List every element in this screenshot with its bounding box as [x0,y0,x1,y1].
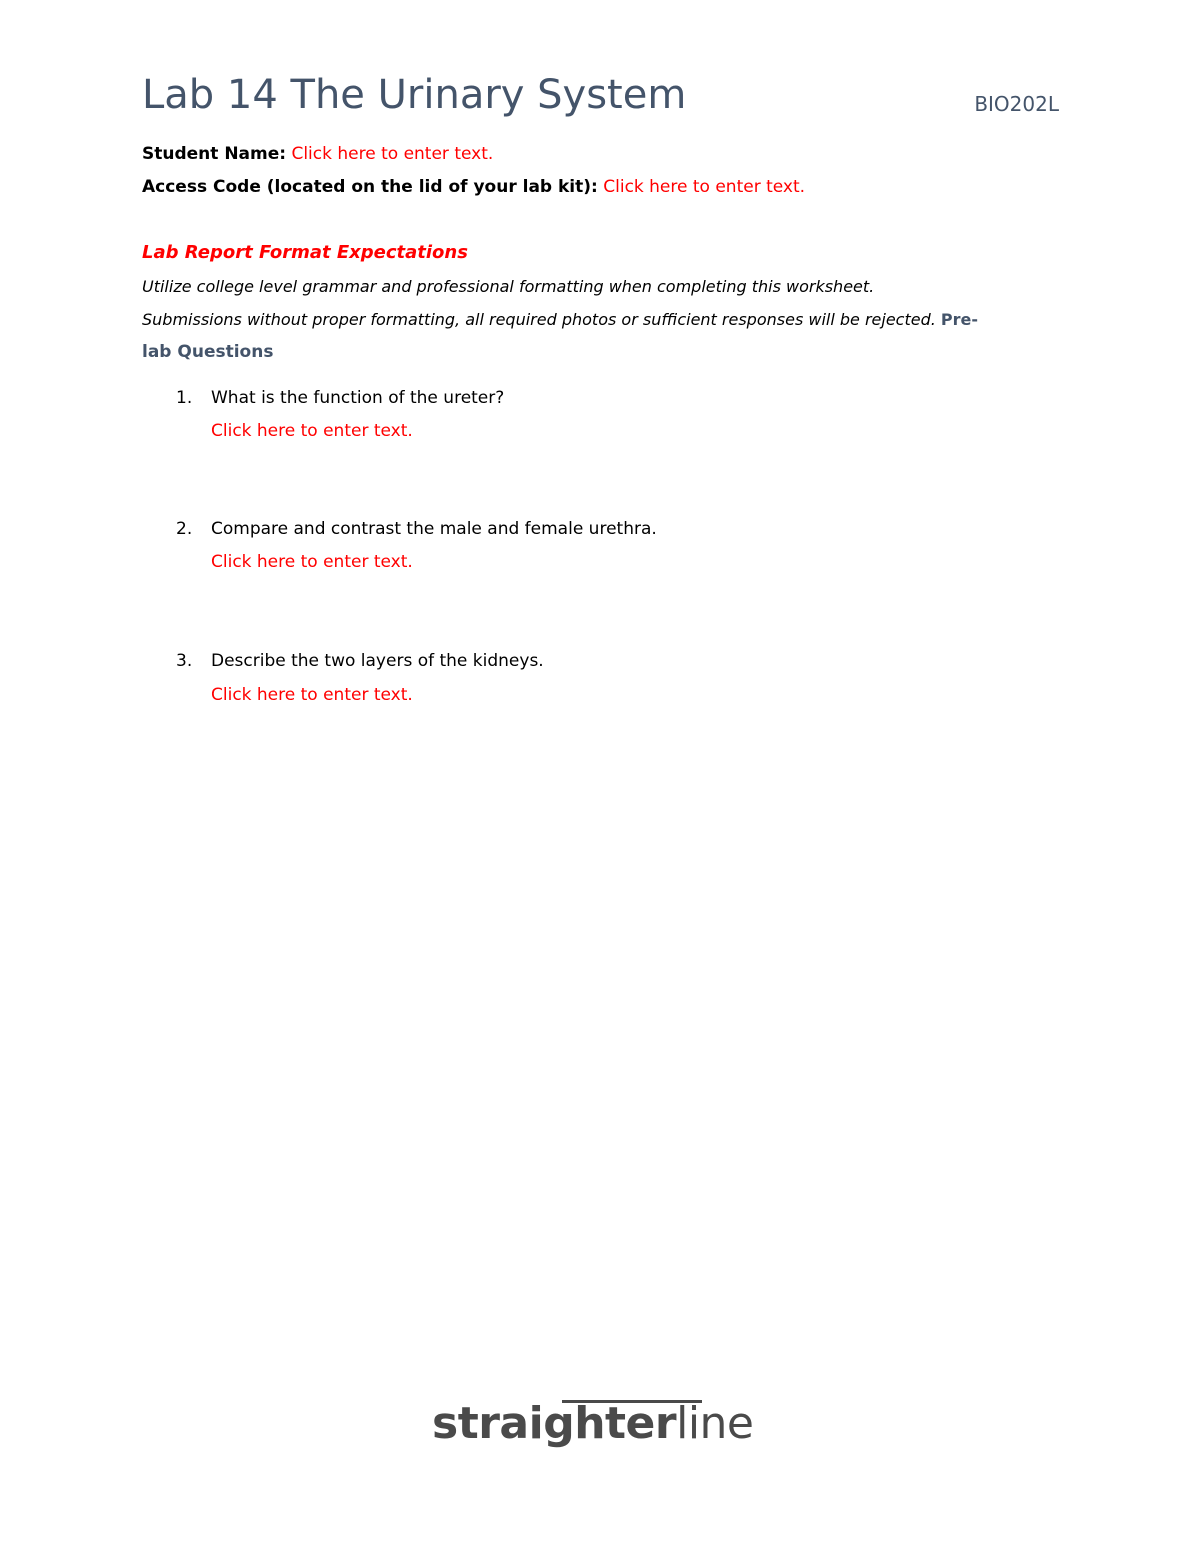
student-name-row [142,144,493,164]
straighterline-logo [432,1400,762,1460]
logo-light-part: line [676,1398,754,1449]
logo-wordmark [432,1398,754,1449]
access-code-field[interactable]: Click here to enter text. [603,177,806,197]
prelab-heading-part1: Pre- [940,310,979,329]
format-line-2: Submissions without proper formatting, all required photos or sufficient responses will be rejected. [142,310,936,329]
document-title: Lab 14 The Urinary System [142,72,687,118]
question-text: Describe the two layers of the kidneys. [211,651,544,671]
format-line-2-row [142,310,978,329]
student-name-label: Student Name: [142,144,287,164]
question-text: What is the function of the ureter? [211,388,505,408]
access-code-row [142,177,805,197]
logo-bold-part: straighter [432,1398,677,1449]
format-heading: Lab Report Format Expectations [142,242,468,263]
answer-field[interactable]: Click here to enter text. [211,421,413,441]
question-number: 2. [176,519,193,539]
answer-field[interactable]: Click here to enter text. [211,685,413,705]
question-number: 3. [176,651,193,671]
course-code: BIO202L [974,92,1059,116]
format-line-1: Utilize college level grammar and professional formatting when completing this worksheet. [142,277,875,296]
prelab-heading-part2: lab Questions [142,342,274,362]
answer-field[interactable]: Click here to enter text. [211,552,413,572]
access-code-label: Access Code (located on the lid of your lab kit): [142,177,598,197]
student-name-field[interactable]: Click here to enter text. [291,144,494,164]
question-text: Compare and contrast the male and female urethra. [211,519,657,539]
question-number: 1. [176,388,193,408]
